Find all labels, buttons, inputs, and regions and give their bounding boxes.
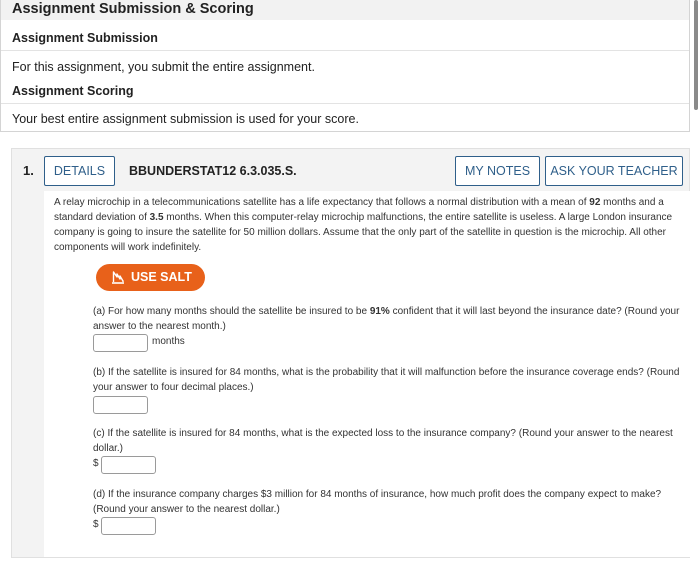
confidence-value: 91% <box>369 306 390 317</box>
scoring-text: Your best entire assignment submission is used for your score. <box>12 112 359 126</box>
divider <box>1 50 689 51</box>
question-body <box>44 191 690 557</box>
question-text-segment: months and a standard deviation of <box>54 197 664 223</box>
scrollbar-thumb[interactable] <box>694 0 698 110</box>
scoring-heading: Assignment Scoring <box>12 84 134 98</box>
question-code: BBUNDERSTAT12 6.3.035.S. <box>129 164 297 178</box>
part-b-text: (b) If the satellite is insured for 84 months, what is the probability that it will malfunction before the insurance coverage ends? (Round your answer to four decimal places.) <box>93 367 680 393</box>
question-text-segment: months. When this computer-relay microchip malfunctions, the entire satellite is useless. A large London insurance company is going to insure the satellite for 50 million dollars. Assume that the only part of the satellite in question is the microchip. All other components will work indefinitely. <box>54 212 673 253</box>
sd-value: 3.5 <box>149 212 164 223</box>
details-button[interactable]: DETAILS <box>44 156 115 186</box>
submission-heading: Assignment Submission <box>12 31 158 45</box>
divider <box>1 103 689 104</box>
question-card <box>11 148 690 558</box>
scrollbar[interactable] <box>692 0 700 110</box>
mean-value: 92 <box>589 197 601 208</box>
dollar-sign: $ <box>93 458 99 469</box>
part-c-text: (c) If the satellite is insured for 84 months, what is the expected loss to the insurance company? (Round your answer to the nearest dollar.) <box>93 428 673 454</box>
use-salt-button[interactable] <box>96 264 205 291</box>
question-text <box>54 195 682 255</box>
salt-icon <box>111 270 125 284</box>
question-header <box>12 149 689 191</box>
part-c-input[interactable] <box>101 456 156 474</box>
assignment-info-panel <box>0 0 690 132</box>
part-d-text: (d) If the insurance company charges $3 million for 84 months of insurance, how much profit does the company expect to make? (Round your answer to the nearest dollar.) <box>93 489 662 515</box>
question-number: 1. <box>23 163 34 178</box>
months-unit-label: months <box>152 336 185 347</box>
part-a-text-segment: (a) For how many months should the satellite be insured to be <box>93 306 370 317</box>
submission-text: For this assignment, you submit the entire assignment. <box>12 60 315 74</box>
dollar-sign: $ <box>93 519 99 530</box>
part-a-text <box>93 304 683 334</box>
part-a-text-segment: confident that it will last beyond the insurance date? (Round your answer to the nearest month.) <box>93 306 680 332</box>
my-notes-button[interactable]: MY NOTES <box>455 156 540 186</box>
part-a-input[interactable] <box>93 334 148 352</box>
salt-label: USE SALT <box>131 270 192 284</box>
panel-title: Assignment Submission & Scoring <box>1 0 689 20</box>
question-text-segment: A relay microchip in a telecommunications satellite has a life expectancy that follows a normal distribution with a mean of <box>54 197 590 208</box>
part-b-input[interactable] <box>93 396 148 414</box>
part-d-input[interactable] <box>101 517 156 535</box>
ask-teacher-button[interactable]: ASK YOUR TEACHER <box>545 156 683 186</box>
